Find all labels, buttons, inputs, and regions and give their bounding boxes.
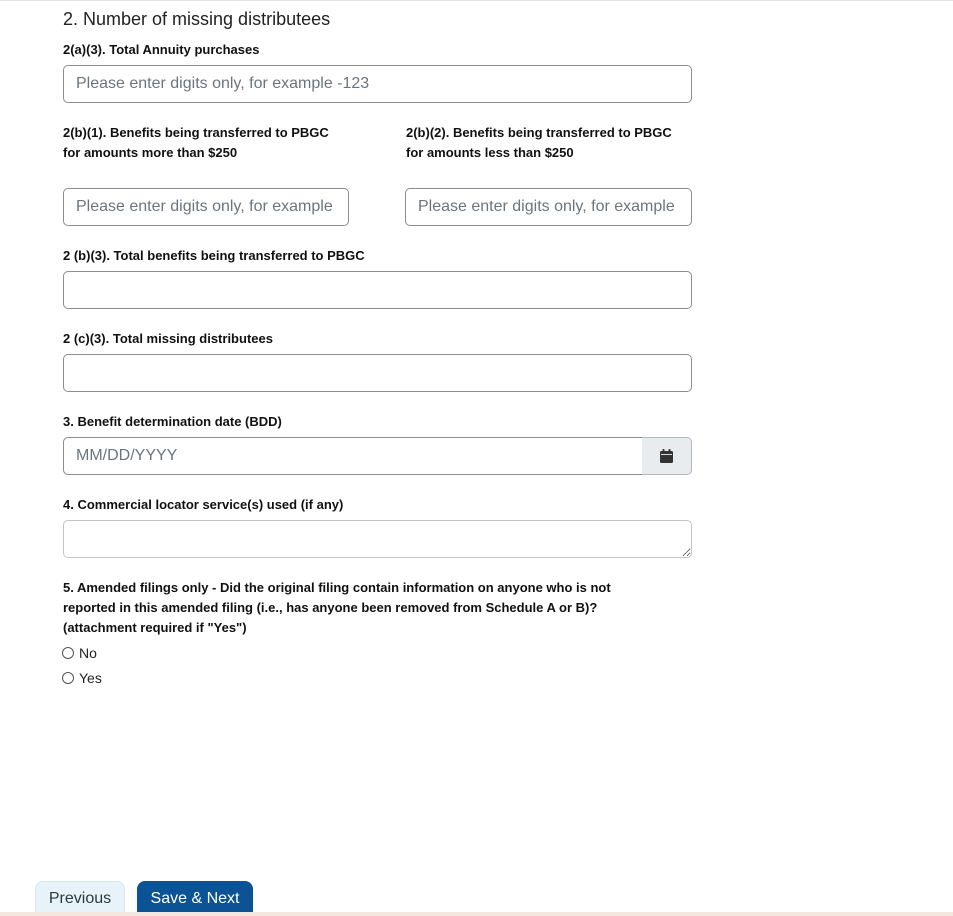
bottom-bar bbox=[0, 912, 953, 916]
amended-question-line2: reported in this amended filing (i.e., has anyone been removed from Schedule A or B)? bbox=[63, 600, 598, 615]
total-benefits-label: 2 (b)(3). Total benefits being transferred to PBGC bbox=[63, 248, 365, 263]
radio-yes-label: Yes bbox=[79, 670, 102, 686]
total-benefits-input[interactable] bbox=[63, 271, 692, 309]
save-next-button[interactable]: Save & Next bbox=[137, 881, 253, 916]
annuity-label: 2(a)(3). Total Annuity purchases bbox=[63, 42, 260, 57]
over250-input[interactable] bbox=[63, 188, 349, 226]
top-divider bbox=[0, 0, 953, 1]
radio-yes[interactable] bbox=[62, 672, 74, 684]
amended-question bbox=[63, 578, 611, 638]
over250-label bbox=[63, 123, 329, 163]
under250-label-line1: 2(b)(2). Benefits being transferred to PBGC bbox=[406, 125, 672, 140]
over250-label-line1: 2(b)(1). Benefits being transferred to PBGC bbox=[63, 125, 329, 140]
previous-button[interactable]: Previous bbox=[35, 881, 125, 916]
locator-textarea[interactable] bbox=[63, 520, 692, 558]
under250-input[interactable] bbox=[405, 188, 692, 226]
over250-label-line2: for amounts more than $250 bbox=[63, 145, 238, 160]
amended-question-line3: (attachment required if "Yes") bbox=[63, 620, 247, 635]
under250-label bbox=[406, 123, 672, 163]
annuity-input[interactable] bbox=[63, 65, 692, 103]
total-missing-input[interactable] bbox=[63, 354, 692, 392]
locator-label: 4. Commercial locator service(s) used (if any) bbox=[63, 497, 344, 512]
bdd-label: 3. Benefit determination date (BDD) bbox=[63, 414, 282, 429]
amended-question-line1: 5. Amended filings only - Did the original filing contain information on anyone who is not bbox=[63, 580, 611, 595]
radio-option-no[interactable] bbox=[62, 645, 97, 661]
bdd-date-input[interactable] bbox=[63, 437, 643, 475]
section-title: 2. Number of missing distributees bbox=[63, 9, 331, 29]
calendar-button[interactable] bbox=[642, 437, 692, 475]
radio-no[interactable] bbox=[62, 647, 74, 659]
under250-label-line2: for amounts less than $250 bbox=[406, 145, 574, 160]
radio-option-yes[interactable] bbox=[62, 670, 102, 686]
calendar-icon bbox=[660, 449, 673, 463]
radio-no-label: No bbox=[79, 645, 97, 661]
total-missing-label: 2 (c)(3). Total missing distributees bbox=[63, 331, 273, 346]
